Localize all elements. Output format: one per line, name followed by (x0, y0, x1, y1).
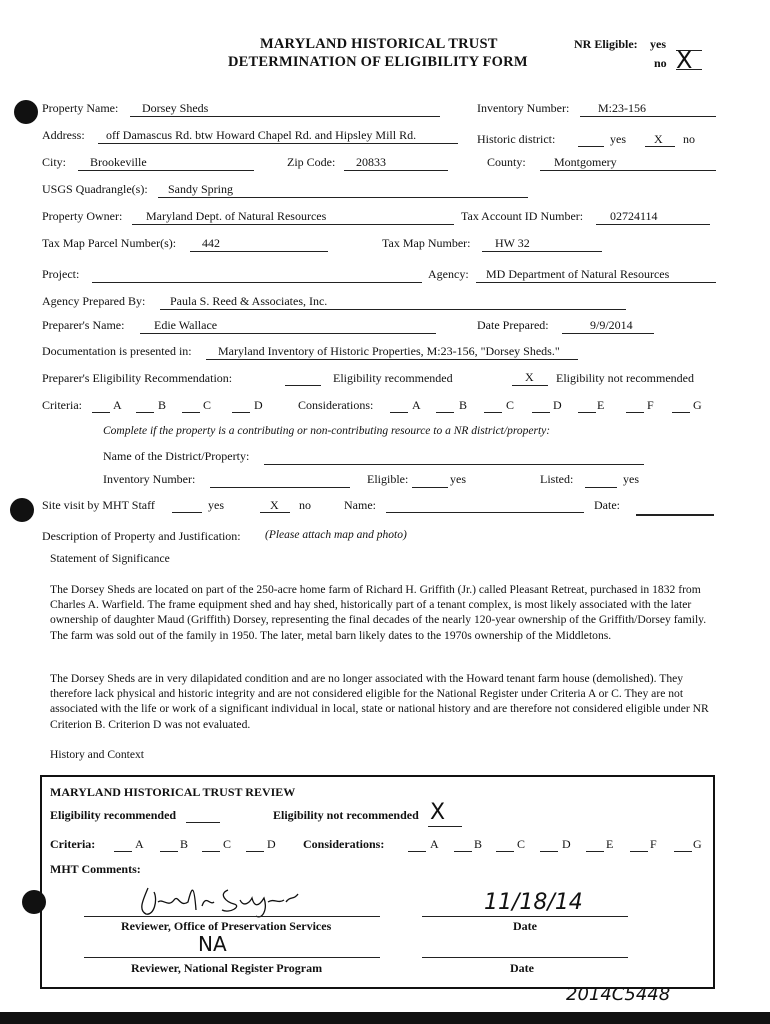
historic-district-label: Historic district: (477, 132, 556, 146)
district-name-label: Name of the District/Property: (103, 449, 250, 463)
site-visit-date-label: Date: (594, 498, 620, 512)
documentation-value: Maryland Inventory of Historic Properties, M:23-156, "Dorsey Sheds." (218, 344, 560, 358)
review-title: MARYLAND HISTORICAL TRUST REVIEW (50, 785, 296, 799)
nr-eligible-label: NR Eligible: (574, 37, 638, 51)
agency-label: Agency: (428, 267, 469, 281)
consideration-option: A (412, 398, 421, 412)
tax-account-label: Tax Account ID Number: (461, 209, 584, 223)
review-consideration-option: D (562, 837, 571, 851)
site-visit-label: Site visit by MHT Staff (42, 498, 155, 512)
listed-label: Listed: (540, 472, 574, 486)
county-value: Montgomery (554, 155, 617, 169)
significance-paragraph-2 (50, 671, 715, 732)
review-consideration-option: C (517, 837, 526, 851)
site-visit-no-mark: X (270, 498, 279, 512)
owner-label: Property Owner: (42, 209, 123, 223)
city-label: City: (42, 155, 67, 169)
contributing-note: Complete if the property is a contributing or non-contributing resource to a NR district/property: (103, 425, 551, 437)
paragraph-text: The Dorsey Sheds are in very dilapidated condition and are no longer associated with the Howard tenant farm house (demolished). They therefore lack physical and historic integrity and are not considered eligible for the National Register under Criteria A or C. They are not associated with the life or work of a significant individual in local, state or national history and are therefore not considered eligible under NR Criterion B. Criterion D was not evaluated. (50, 672, 709, 731)
binder-hole (10, 498, 34, 522)
listed-yes: yes (623, 472, 639, 486)
city-value: Brookeville (90, 155, 147, 169)
statement-heading: Statement of Significance (50, 552, 170, 565)
consideration-option: G (693, 398, 702, 412)
address-value: off Damascus Rd. btw Howard Chapel Rd. and Hipsley Mill Rd. (106, 128, 417, 142)
scan-bottom-edge (0, 1012, 770, 1024)
review-date-2-label: Date (510, 961, 534, 975)
reviewer-signature (118, 880, 308, 920)
review-criterion-option: B (180, 837, 189, 851)
project-label: Project: (42, 267, 80, 281)
not-recommended-mark: X (525, 370, 534, 384)
reviewer2-signature-na: NA (198, 932, 227, 956)
criterion-option: D (254, 398, 263, 412)
documentation-label: Documentation is presented in: (42, 344, 192, 358)
description-label: Description of Property and Justification: (42, 529, 241, 543)
address-label: Address: (42, 128, 85, 142)
reviewer-preservation-label: Reviewer, Office of Preservation Services (121, 919, 332, 933)
tax-account-value: 02724114 (610, 209, 658, 223)
county-label: County: (487, 155, 526, 169)
form-title-line2: DETERMINATION OF ELIGIBILITY FORM (228, 54, 528, 70)
date-prepared-value: 9/9/2014 (590, 318, 633, 332)
consideration-option: B (459, 398, 468, 412)
inventory-number-2-label: Inventory Number: (103, 472, 196, 486)
review-consideration-option: B (474, 837, 483, 851)
review-consideration-option: F (650, 837, 657, 851)
property-name-label: Property Name: (42, 101, 119, 115)
review-criterion-option: D (267, 837, 276, 851)
review-consideration-option: A (430, 837, 439, 851)
site-visit-no: no (299, 498, 311, 512)
usgs-value: Sandy Spring (168, 182, 234, 196)
property-name-value: Dorsey Sheds (142, 101, 209, 115)
significance-paragraph-1 (50, 582, 715, 643)
paragraph-text: The Dorsey Sheds are located on part of the 250-acre home farm of Richard H. Griffith (Jr.) called Pleasant Retreat, purchased in 1832 from Charles A. Warfield. The frame equipment shed and hay shed, historically part of a tenant complex, is most likely associated with the later ownership of daughter Maud (Griffith) Dorsey, representing the final decades of the nearly 120-year ownership of the Griffith/Dorsey family. The farm was sold out of the family in 1950. The later, metal barn likely dates to the 1970s ownership of the Middletons. (50, 583, 707, 642)
historic-district-no-mark: X (654, 132, 663, 146)
criterion-option: A (113, 398, 122, 412)
handwritten-reference-number: 2014C5448 (566, 984, 671, 1005)
review-criterion-option: A (135, 837, 144, 851)
zip-code-value: 20833 (356, 155, 386, 169)
mht-comments-label: MHT Comments: (50, 862, 141, 876)
eligibility-not-recommended-option: Eligibility not recommended (556, 371, 694, 385)
eligible-yes: yes (450, 472, 466, 486)
considerations-label: Considerations: (298, 398, 374, 412)
eligible-label: Eligible: (367, 472, 409, 486)
form-title-line1: MARYLAND HISTORICAL TRUST (260, 36, 498, 52)
review-criteria-label: Criteria: (50, 837, 96, 851)
preparer-name-value: Edie Wallace (154, 318, 218, 332)
history-heading: History and Context (50, 748, 145, 761)
consideration-option: F (647, 398, 654, 412)
eligibility-recommended-option: Eligibility recommended (333, 371, 453, 385)
date-prepared-label: Date Prepared: (477, 318, 549, 332)
binder-hole (14, 100, 38, 124)
consideration-option: E (597, 398, 605, 412)
consideration-option: C (506, 398, 515, 412)
inventory-number-label: Inventory Number: (477, 101, 570, 115)
tax-map-value: HW 32 (495, 236, 530, 250)
site-visit-yes: yes (208, 498, 224, 512)
review-not-recommended-mark: X (430, 800, 446, 825)
tax-parcel-label: Tax Map Parcel Number(s): (42, 236, 177, 250)
agency-prepared-label: Agency Prepared By: (42, 294, 146, 308)
review-criterion-option: C (223, 837, 232, 851)
criteria-label: Criteria: (42, 398, 82, 412)
description-note: (Please attach map and photo) (265, 529, 407, 541)
site-visit-name-label: Name: (344, 498, 376, 512)
review-date-handwritten: 11/18/14 (484, 890, 583, 915)
consideration-option: D (553, 398, 562, 412)
inventory-number-value: M:23-156 (598, 101, 646, 115)
owner-value: Maryland Dept. of Natural Resources (146, 209, 327, 223)
zip-code-label: Zip Code: (287, 155, 336, 169)
preparer-name-label: Preparer's Name: (42, 318, 125, 332)
usgs-label: USGS Quadrangle(s): (42, 182, 148, 196)
historic-district-yes: yes (610, 132, 626, 146)
review-consideration-option: E (606, 837, 614, 851)
agency-prepared-value: Paula S. Reed & Associates, Inc. (170, 294, 328, 308)
reviewer-national-register-label: Reviewer, National Register Program (131, 961, 323, 975)
agency-value: MD Department of Natural Resources (486, 267, 670, 281)
review-considerations-label: Considerations: (303, 837, 385, 851)
review-date-label: Date (513, 919, 537, 933)
tax-parcel-value: 442 (202, 236, 220, 250)
criterion-option: C (203, 398, 212, 412)
review-consideration-option: G (693, 837, 702, 851)
nr-no-checkmark: X (676, 46, 693, 74)
historic-district-no: no (683, 132, 695, 146)
tax-map-label: Tax Map Number: (382, 236, 471, 250)
review-eligibility-not-recommended: Eligibility not recommended (273, 808, 419, 822)
criterion-option: B (158, 398, 167, 412)
review-eligibility-recommended: Eligibility recommended (50, 808, 177, 822)
nr-eligible-yes: yes (650, 37, 666, 51)
nr-eligible-no: no (654, 56, 667, 70)
preparer-recommendation-label: Preparer's Eligibility Recommendation: (42, 371, 233, 385)
